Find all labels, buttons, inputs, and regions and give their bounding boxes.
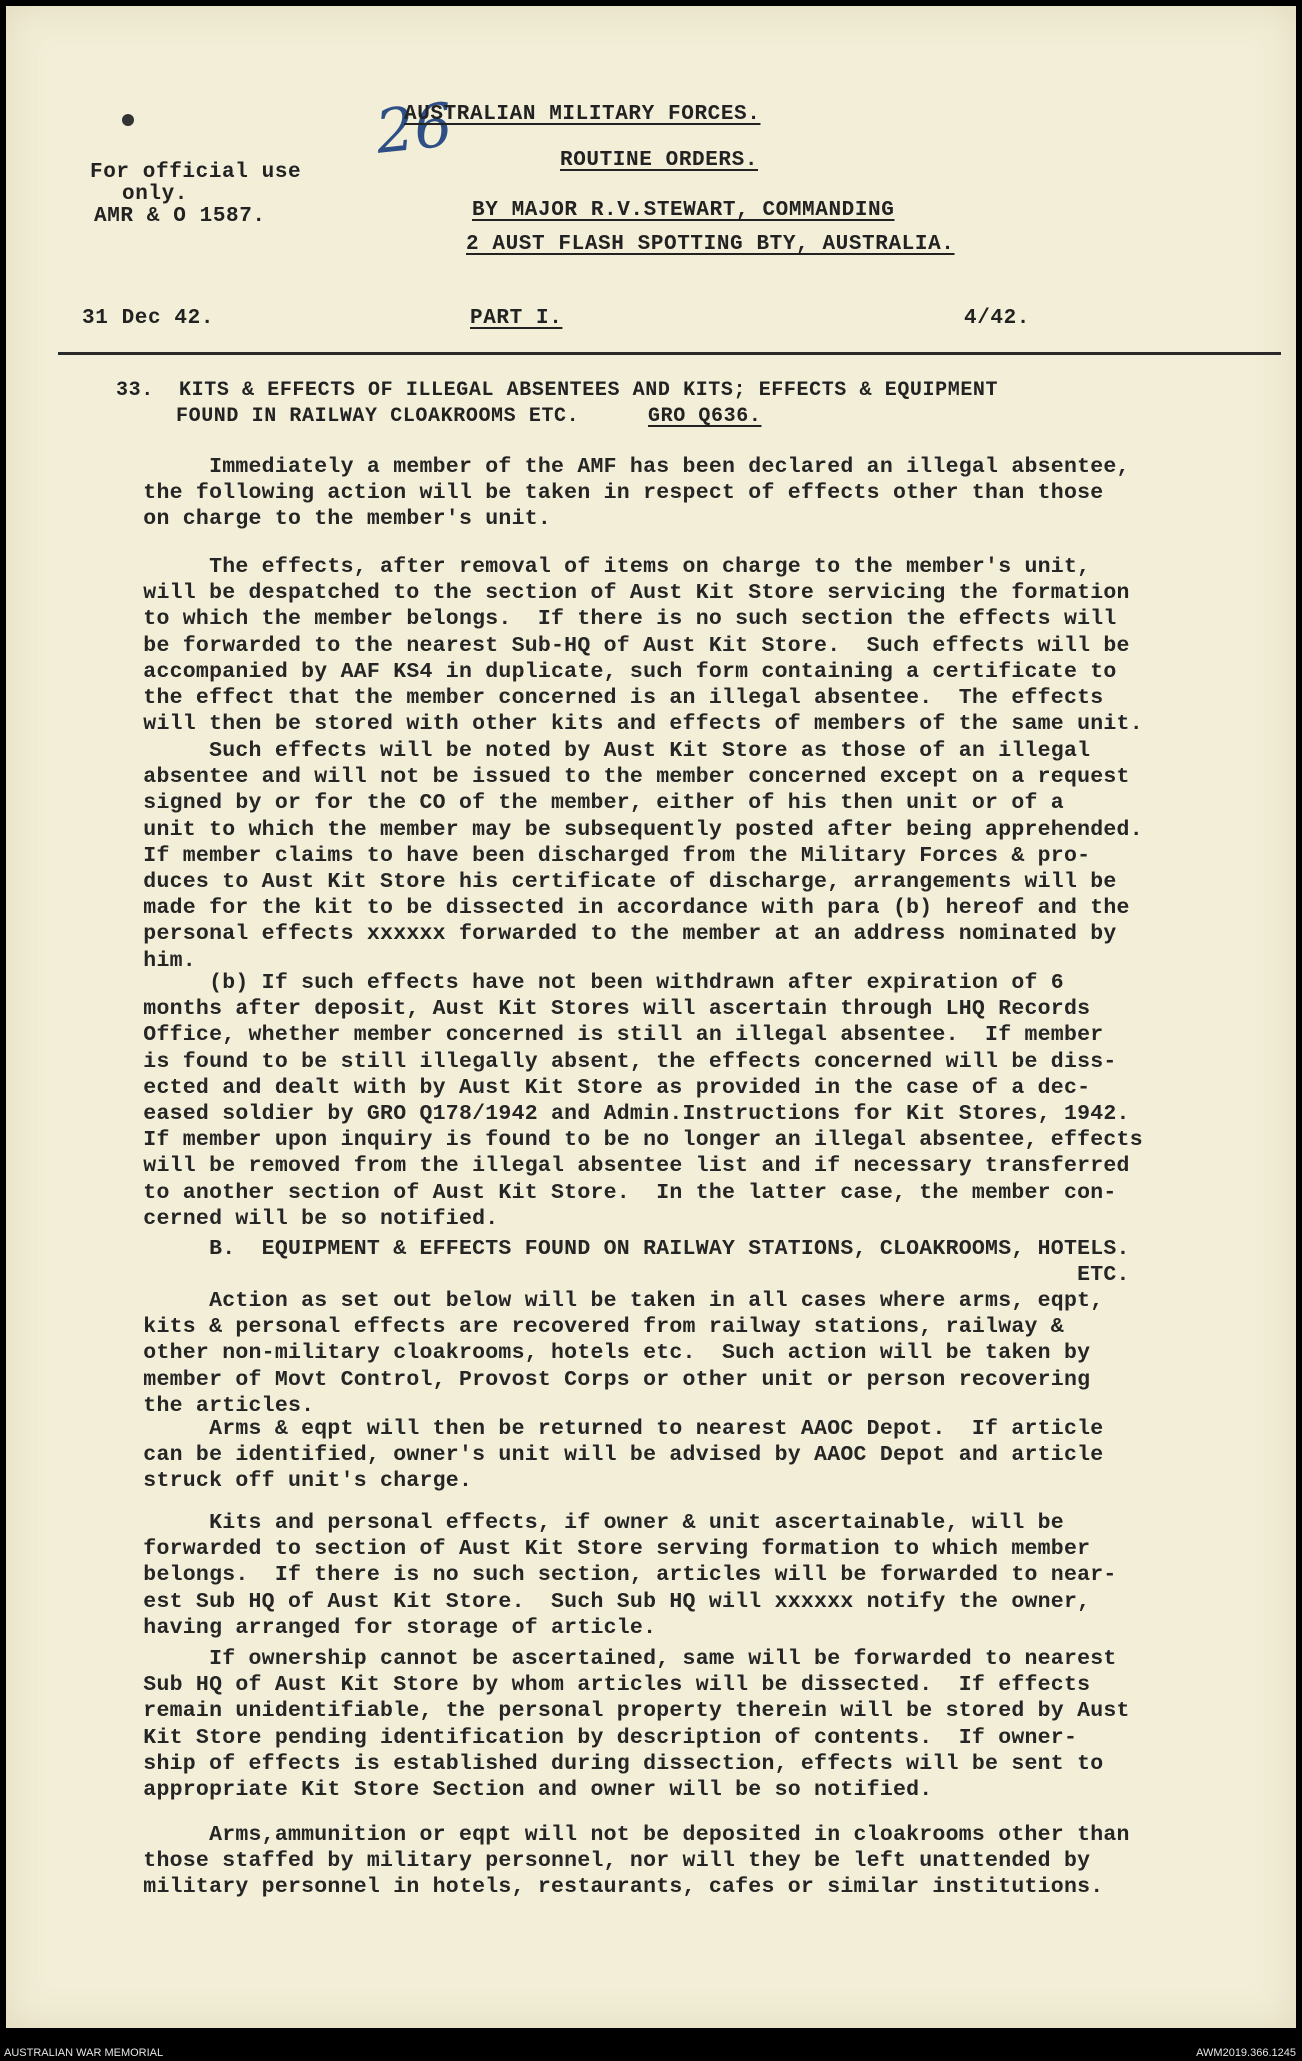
paragraph-5: Action as set out below will be taken in all cases where arms, eqpt, kits & personal effects are recovered from railway stations, railway & other non-military cloakrooms, hotels etc. Such action will be taken by member of Movt Control, Provost Corps or other unit or person recovering the articles. [143, 1289, 1104, 1418]
paragraph-7: Kits and personal effects, if owner & unit ascertainable, will be forwarded to section of Aust Kit Store serving formation to which member belongs. If there is no such section, articles will be forwarded to near- est Sub HQ of Aust Kit Store. Such Sub HQ will xxxxxx notify the owner, having arranged for storage of article. [143, 1511, 1117, 1640]
order-date: 31 Dec 42. [82, 307, 215, 330]
official-use-line-1: For official use [90, 161, 302, 184]
part-label: PART I. [470, 307, 563, 330]
routine-orders-title: ROUTINE ORDERS. [560, 149, 759, 172]
section-heading-line-2: FOUND IN RAILWAY CLOAKROOMS ETC. [176, 405, 580, 428]
paragraph-6: Arms & eqpt will then be returned to nearest AAOC Depot. If article can be identified, owner's unit will be advised by AAOC Depot and article struck off unit's charge. [143, 1417, 1104, 1494]
commanding-officer-line: BY MAJOR R.V.STEWART, COMMANDING [472, 199, 895, 222]
paragraph-1: Immediately a member of the AMF has been declared an illegal absentee, the following action will be taken in respect of effects other than those on charge to the member's unit. [143, 455, 1130, 532]
section-heading-line-1: 33. KITS & EFFECTS OF ILLEGAL ABSENTEES AND KITS; EFFECTS & EQUIPMENT [116, 379, 999, 402]
footer-accession-number: AWM2019.366.1245 [1196, 2047, 1296, 2059]
paragraph-8: If ownership cannot be ascertained, same will be forwarded to nearest Sub HQ of Aust Kit Store by whom articles will be dissected. If effects remain unidentifiable, the personal property therein will be stored by Aust Kit Store pending identification by description of contents. If owner- ship of effects is established during dissection, effects will be sent to appropriate Kit Store Section and owner will be so notified. [143, 1647, 1130, 1803]
paragraph-2: The effects, after removal of items on charge to the member's unit, will be despatched to the section of Aust Kit Store servicing the formation to which the member belongs. If there is no such section the effects will be forwarded to the nearest Sub-HQ of Aust Kit Store. Such effects will be accompanied by AAF KS4 in duplicate, such form containing a certificate to the effect that the member concerned is an illegal absentee. The effects will then be stored with other kits and effects of members of the same unit. [143, 555, 1143, 737]
header-divider [58, 352, 1281, 355]
paragraph-b: (b) If such effects have not been withdrawn after expiration of 6 months after deposit, Aust Kit Stores will ascertain through LHQ Records Office, whether member concerned is still an illegal absentee. If member is found to be still illegally absent, the effects concerned will be diss- ected and dealt with by Aust Kit Store as provided in the case of a dec- eased soldier by GRO Q178/1942 and Admin.Instructions for Kit Stores, 1942. If member upon inquiry is found to be no longer an illegal absentee, effects will be removed from the illegal absentee list and if necessary transferred to another section of Aust Kit Store. In the latter case, the member con- cerned will be so notified. [143, 971, 1143, 1231]
section-reference: GRO Q636. [648, 405, 762, 428]
section-b-heading: B. EQUIPMENT & EFFECTS FOUND ON RAILWAY STATIONS, CLOAKROOMS, HOTELS. ETC. [209, 1237, 1130, 1288]
handwritten-number: 26 [372, 90, 456, 168]
official-use-line-2: only. [122, 183, 189, 206]
unit-line: 2 AUST FLASH SPOTTING BTY, AUSTRALIA. [466, 233, 955, 256]
ink-blot [122, 114, 134, 126]
order-number: 4/42. [964, 307, 1031, 330]
paragraph-9: Arms,ammunition or eqpt will not be deposited in cloakrooms other than those staffed by military personnel, nor will they be left unattended by military personnel in hotels, restaurants, cafes or similar institutions. [143, 1823, 1130, 1900]
org-title: AUSTRALIAN MILITARY FORCES. [404, 103, 761, 126]
paragraph-3: Such effects will be noted by Aust Kit Store as those of an illegal absentee and will not be issued to the member concerned except on a request signed by or for the CO of the member, either of his then unit or of a unit to which the member may be subsequently posted after being apprehended. If member claims to have been discharged from the Military Forces & pro- duces to Aust Kit Store his certificate of discharge, arrangements will be made for the kit to be dissected in accordance with para (b) hereof and the personal effects xxxxxx forwarded to the member at an address nominated by him. [143, 739, 1143, 973]
footer-archive-name: AUSTRALIAN WAR MEMORIAL [4, 2047, 164, 2059]
document-page [6, 6, 1296, 2028]
amr-number: AMR & O 1587. [94, 205, 266, 228]
